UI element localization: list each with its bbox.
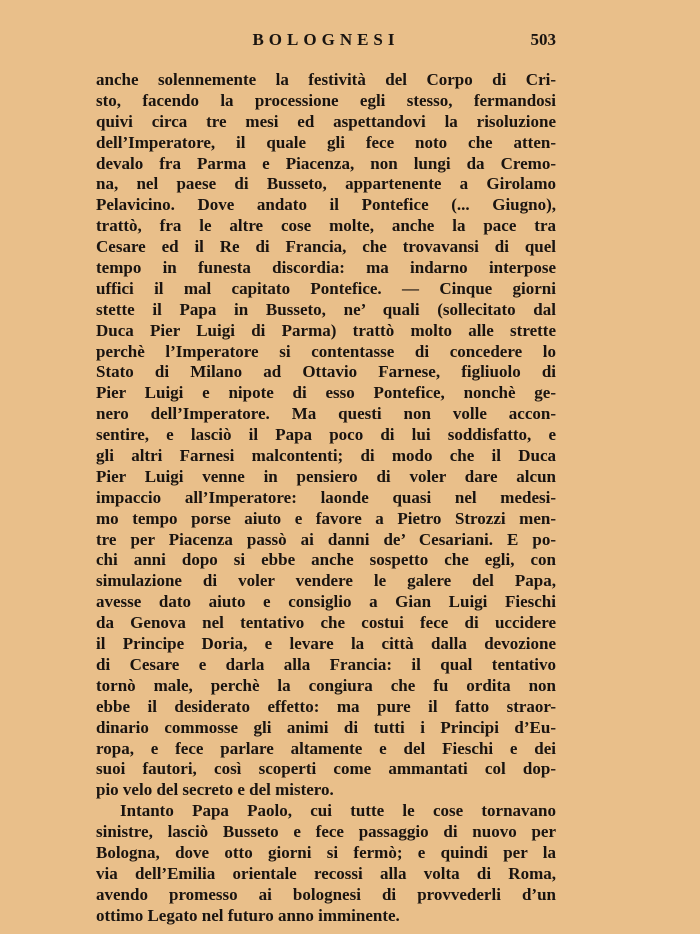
text-line: Cesare ed il Re di Francia, che trovavansi di quel (96, 237, 556, 257)
text-line: pio velo del secreto e del mistero. (96, 780, 334, 800)
text-line: tre per Piacenza passò ai danni de’ Cesariani. E po- (96, 529, 556, 549)
text-line: anche solennemente la festività del Corpo di Cri- (96, 70, 556, 89)
paragraph (96, 70, 556, 801)
page-number: 503 (530, 30, 556, 49)
text-line: sinistre, lasciò Busseto e fece passaggio di nuovo per (96, 822, 556, 842)
text-line: chi anni dopo si ebbe anche sospetto che egli, con (96, 550, 556, 570)
text-line: sto, facendo la processione egli stesso, fermandosi (96, 90, 556, 110)
text-line: devalo fra Parma e Piacenza, non lungi da Cremo- (96, 153, 556, 173)
text-line: dell’Imperatore, il quale gli fece noto che atten- (96, 132, 556, 152)
text-line: avesse dato aiuto e consiglio a Gian Luigi Fieschi (96, 592, 556, 612)
text-line: mo tempo porse aiuto e favore a Pietro Strozzi men- (96, 508, 556, 528)
text-line: na, nel paese di Busseto, appartenente a Girolamo (96, 174, 556, 194)
text-line: tempo in funesta discordia: ma indarno interpose (96, 258, 556, 278)
text-line: quivi circa tre mesi ed aspettandovi la risoluzione (96, 111, 556, 131)
text-line: ebbe il desiderato effetto: ma pure il fatto straor- (96, 696, 556, 716)
text-line: suoi fautori, così scoperti come ammantati col dop- (96, 759, 556, 779)
text-line: Pelavicino. Dove andato il Pontefice (... Giugno), (96, 195, 556, 215)
text-line: Bologna, dove otto giorni si fermò; e quindi per la (96, 842, 556, 862)
text-line: ropa, e fece parlare altamente e del Fieschi e dei (96, 738, 556, 758)
text-line: sentire, e lasciò il Papa poco di lui soddisfatto, e (96, 425, 556, 445)
text-line: Pier Luigi e nipote di esso Pontefice, nonchè ge- (96, 383, 556, 403)
text-line: Intanto Papa Paolo, cui tutte le cose tornavano (120, 801, 556, 821)
text-line: da Genova nel tentativo che costui fece di uccidere (96, 613, 556, 633)
text-line: impaccio all’Imperatore: laonde quasi nel medesi- (96, 487, 556, 507)
body-text (96, 70, 556, 927)
text-line: Stato di Milano ad Ottavio Farnese, figliuolo di (96, 362, 556, 382)
text-line: stette il Papa in Busseto, ne’ quali (sollecitato dal (96, 299, 556, 319)
text-line: il Principe Doria, e levare la città dalla devozione (96, 634, 556, 654)
text-line: via dell’Emilia orientale recossi alla volta di Roma, (96, 863, 556, 883)
text-line: ottimo Legato nel futuro anno imminente. (96, 905, 400, 925)
running-title: BOLOGNESI (252, 30, 400, 49)
text-line: Duca Pier Luigi di Parma) trattò molto alle strette (96, 320, 556, 340)
text-line: perchè l’Imperatore si contentasse di concedere lo (96, 341, 556, 361)
text-line: avendo promesso ai bolognesi di provvederli d’un (96, 884, 556, 904)
text-line: nero dell’Imperatore. Ma questi non volle accon- (96, 404, 556, 424)
text-line: uffici il mal capitato Pontefice. — Cinque giorni (96, 278, 556, 298)
page-header (96, 30, 556, 60)
text-line: trattò, fra le altre cose molte, anche la pace tra (96, 216, 556, 236)
text-line: di Cesare e darla alla Francia: il qual tentativo (96, 654, 556, 674)
text-line: dinario commosse gli animi di tutti i Principi d’Eu- (96, 717, 556, 737)
text-line: gli altri Farnesi malcontenti; di modo che il Duca (96, 446, 556, 466)
text-line: Pier Luigi venne in pensiero di voler dare alcun (96, 466, 556, 486)
text-line: tornò male, perchè la congiura che fu ordita non (96, 675, 556, 695)
text-line: simulazione di voler vendere le galere del Papa, (96, 571, 556, 591)
paragraph (96, 801, 556, 926)
